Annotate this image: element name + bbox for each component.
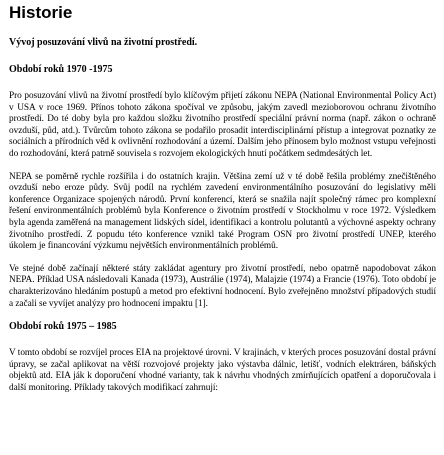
section-heading-1970-1975: Období roků 1970 -1975 [9,64,113,75]
section-heading-1975-1985: Období roků 1975 – 1985 [9,321,117,333]
document-subtitle: Vývoj posuzování vlivů na životní prostředí. [9,37,198,48]
paragraph-eia-projects: V tomto období se rozvíjel proces EIA na projektové úrovni. V krajinách, v kterých proces posuzování dostal právní úpravy, se začal aplikovat na větší rozvojové projekty jako výstavba dálnic, letišť, vodních elektráren, báňských objektů atd. EIA ják k doporučení vhodné varianty, tak k návrhu vhodných zmírňujících opatření a doporučovala i další monitoring. Příklady takových modifikací zahrnují: [9,348,436,393]
page-title: Historie [9,3,73,22]
document-page [9,3,436,405]
paragraph-nepa-origins: Pro posuzování vlivů na životní prostředí bylo klíčovým přijetí zákonu NEPA (National Environmental Policy Act) v USA v roce 1969. Přínos tohoto zákona spočíval ve způsobu, jakým zavedl mezioborovou ochranu životního prostředí. Do té doby byla pro každou složku životního prostředí speciální právní norma (např. zákon o ochraně ovzduší, půd, atd.). Tvůrcům tohoto zákona se podařilo prosadit interdisciplinární přístup a integrovat poznatky ze sociálních a přírodních věd k ovlivnění rozhodování a území. Dalším jeho přínosem bylo možnost vstupu veřejnosti do rozhodování, která patrně souvisela s rozvojem ekologických hnutí počátkem sedmdesátých let. [9,91,436,159]
paragraph-agencies: Ve stejné době začínají některé státy zakládat agentury pro životní prostředí, nebo opatrně napodobovat zákon NEPA. Příklad USA následovali Kanada (1973), Austrálie (1974), Malajzie (1974) a Francie (1976). Toto období je charakterizováno hledáním postupů a metod pro efektivní hodnocení. Bylo zveřejněno množství případových studií a začali se vyvíjet analýzy pro hodnocení impaktu [1]. [9,263,436,309]
paragraph-nepa-spread: NEPA se poměrně rychle rozšířila i do ostatních krajin. Většina zemí už v té době řešila problémy znečištěného ovzduší nebo eroze půdy. Svůj podíl na rychlém zavedení environmentálního posuzování do legislativy měli konference Organizace spojených národů. První konferencí, která se snažila najít společný rámec pro komplexní řešení environmentálních problémů byla Konference o životním prostředí v Stockholmu v roce 1972. Výsledkem byla agenda zaměřená na management lidských sídel, identifikaci a kontrolu polutantů a výchovné aspekty ochrany životního prostředí. Z popudu této konference vznikl také Program OSN pro životní prostředí UNEP, kterého úkolem je financování výzkumu největších environmentálních problémů. [9,171,436,252]
